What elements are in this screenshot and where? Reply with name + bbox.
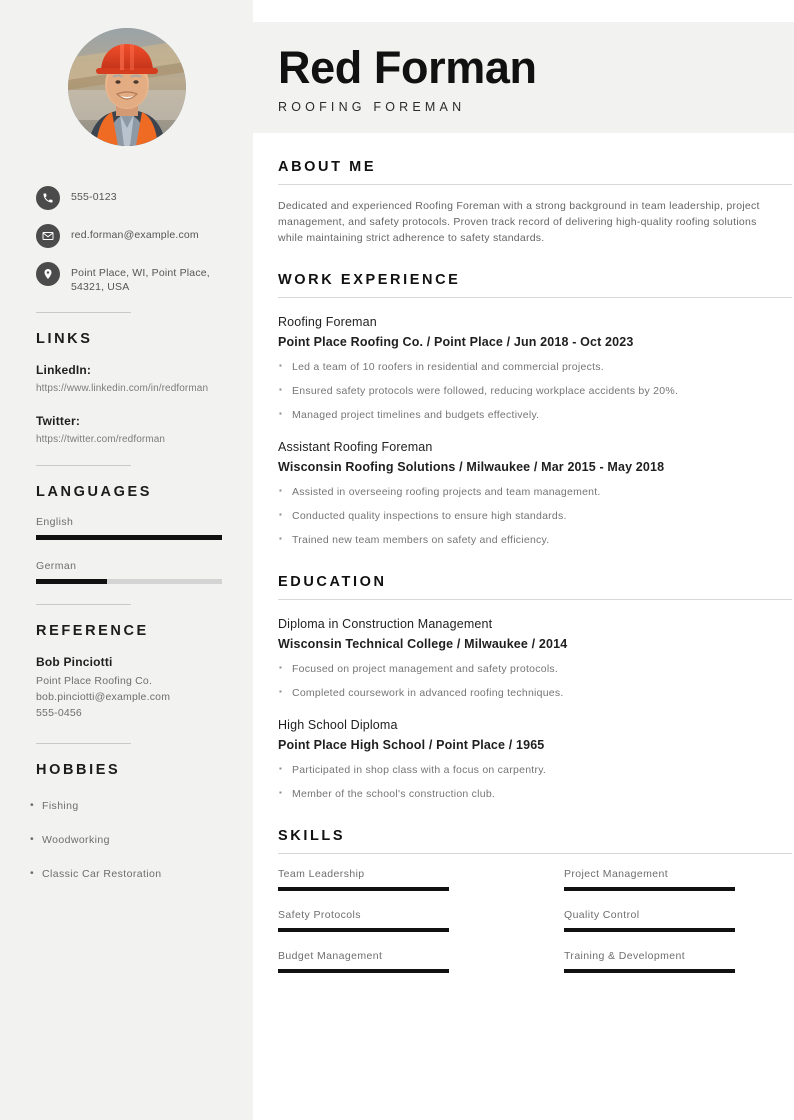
sidebar-section-title-hobbies: HOBBIES: [36, 762, 121, 778]
hobby-item: • Classic Car Restoration: [42, 868, 253, 880]
language-item-german: [36, 560, 222, 584]
job-role-subtitle: ROOFING FOREMAN: [278, 100, 466, 114]
skill-name: Team Leadership: [278, 868, 365, 880]
contact-location-value: Point Place, WI, Point Place, 54321, USA: [71, 267, 210, 293]
skill-item: [278, 950, 506, 973]
section-work-experience: [278, 272, 794, 548]
reference-email: bob.pinciotti@example.com: [36, 691, 171, 703]
sidebar: [0, 0, 253, 1120]
location-icon: [36, 262, 60, 286]
section-title-about-me: ABOUT ME: [278, 159, 377, 175]
language-name: English: [36, 516, 74, 528]
profile-photo-wrapper: [0, 0, 253, 146]
skill-level-track: [278, 887, 449, 891]
hobby-item: • Woodworking: [42, 834, 253, 846]
skill-level-fill: [278, 928, 449, 932]
education-meta: Wisconsin Technical College / Milwaukee / 2014: [278, 637, 568, 651]
skill-level-track: [278, 969, 449, 973]
skill-name: Safety Protocols: [278, 909, 361, 921]
education-entry: [278, 715, 794, 802]
section-title-skills: SKILLS: [278, 828, 346, 844]
reference-name: Bob Pinciotti: [36, 655, 113, 669]
skill-level-fill: [564, 928, 735, 932]
language-level-track: [36, 579, 222, 584]
language-item-english: [36, 516, 222, 540]
skill-level-fill: [278, 887, 449, 891]
page-title: Red Forman: [278, 42, 537, 93]
skill-name: Training & Development: [564, 950, 686, 962]
work-job-title: Roofing Foreman: [278, 315, 377, 329]
bullet-item: ▪ Led a team of 10 roofers in residential and commercial projects.: [278, 359, 758, 375]
name-banner: [253, 22, 794, 133]
skill-name: Quality Control: [564, 909, 640, 921]
skills-grid: [278, 868, 792, 991]
education-meta: Point Place High School / Point Place / 1965: [278, 738, 545, 752]
link-item-linkedin[interactable]: [36, 363, 226, 396]
bullet-item: ▪ Managed project timelines and budgets effectively.: [278, 407, 758, 423]
link-item-twitter[interactable]: [36, 414, 226, 447]
work-bullet-list: [278, 359, 794, 423]
contact-item-email: [36, 224, 253, 248]
link-url[interactable]: https://twitter.com/redforman: [36, 434, 166, 445]
education-bullet-list: [278, 661, 794, 701]
skill-item: [564, 909, 792, 932]
profile-photo: [68, 28, 186, 146]
reference-phone: 555-0456: [36, 707, 82, 719]
phone-icon: [36, 186, 60, 210]
work-job-meta: Wisconsin Roofing Solutions / Milwaukee / Mar 2015 - May 2018: [278, 460, 665, 474]
skill-item: [564, 868, 792, 891]
section-rule: [278, 599, 792, 600]
section-about-me: [278, 159, 794, 246]
link-label: LinkedIn:: [36, 363, 92, 377]
hobby-item: • Fishing: [42, 800, 253, 812]
sidebar-section-title-links: LINKS: [36, 331, 93, 347]
skill-level-fill: [564, 887, 735, 891]
bullet-item: ▪ Participated in shop class with a focus on carpentry.: [278, 762, 758, 778]
skill-name: Project Management: [564, 868, 669, 880]
language-level-fill: [36, 535, 222, 540]
skill-item: [278, 868, 506, 891]
sidebar-divider-2: [36, 465, 131, 466]
skill-level-track: [564, 969, 735, 973]
main-content: [253, 0, 794, 1120]
sidebar-divider-3: [36, 604, 131, 605]
education-degree: High School Diploma: [278, 718, 398, 732]
email-icon: [36, 224, 60, 248]
skill-level-fill: [564, 969, 735, 973]
language-level-track: [36, 535, 222, 540]
sidebar-section-title-reference: REFERENCE: [36, 623, 149, 639]
bullet-item: ▪ Focused on project management and safety protocols.: [278, 661, 758, 677]
work-entry: [278, 437, 794, 548]
contact-phone-value: 555-0123: [71, 191, 117, 203]
section-education: [278, 574, 794, 802]
main-body: [253, 159, 794, 991]
section-rule: [278, 853, 792, 854]
section-rule: [278, 297, 792, 298]
skill-item: [278, 909, 506, 932]
bullet-item: ▪ Trained new team members on safety and efficiency.: [278, 532, 758, 548]
education-entry: [278, 614, 794, 701]
bullet-item: ▪ Assisted in overseeing roofing projects and team management.: [278, 484, 758, 500]
section-title-work-experience: WORK EXPERIENCE: [278, 272, 461, 288]
skill-level-fill: [278, 969, 449, 973]
work-job-title: Assistant Roofing Foreman: [278, 440, 433, 454]
skill-level-track: [278, 928, 449, 932]
work-bullet-list: [278, 484, 794, 548]
bullet-item: ▪ Member of the school's construction club.: [278, 786, 758, 802]
work-entry: [278, 312, 794, 423]
bullet-item: ▪ Ensured safety protocols were followed, reducing workplace accidents by 20%.: [278, 383, 758, 399]
contact-list: [36, 186, 253, 294]
language-level-fill: [36, 579, 107, 584]
skill-item: [564, 950, 792, 973]
education-degree: Diploma in Construction Management: [278, 617, 493, 631]
skill-name: Budget Management: [278, 950, 383, 962]
education-bullet-list: [278, 762, 794, 802]
link-url[interactable]: https://www.linkedin.com/in/redforman: [36, 383, 209, 394]
reference-company: Point Place Roofing Co.: [36, 675, 153, 687]
bullet-item: ▪ Completed coursework in advanced roofing techniques.: [278, 685, 758, 701]
section-skills: [278, 828, 794, 991]
sidebar-section-title-languages: LANGUAGES: [36, 484, 153, 500]
contact-item-location: [36, 262, 253, 294]
language-name: German: [36, 560, 77, 572]
work-job-meta: Point Place Roofing Co. / Point Place / Jun 2018 - Oct 2023: [278, 335, 634, 349]
sidebar-divider-4: [36, 743, 131, 744]
link-label: Twitter:: [36, 414, 81, 428]
bullet-item: ▪ Conducted quality inspections to ensure high standards.: [278, 508, 758, 524]
skill-level-track: [564, 887, 735, 891]
contact-email-value: red.forman@example.com: [71, 229, 199, 241]
skill-level-track: [564, 928, 735, 932]
about-me-text: Dedicated and experienced Roofing Foreman with a strong background in team leadership, project management, and safety protocols. Proven track record of delivering high-quality roofing solutions while maintaining strict adherence to safety standards.: [278, 200, 760, 244]
sidebar-divider-1: [36, 312, 131, 313]
profile-photo-image: [68, 28, 186, 146]
section-title-education: EDUCATION: [278, 574, 387, 590]
contact-item-phone: [36, 186, 253, 210]
section-rule: [278, 184, 792, 185]
